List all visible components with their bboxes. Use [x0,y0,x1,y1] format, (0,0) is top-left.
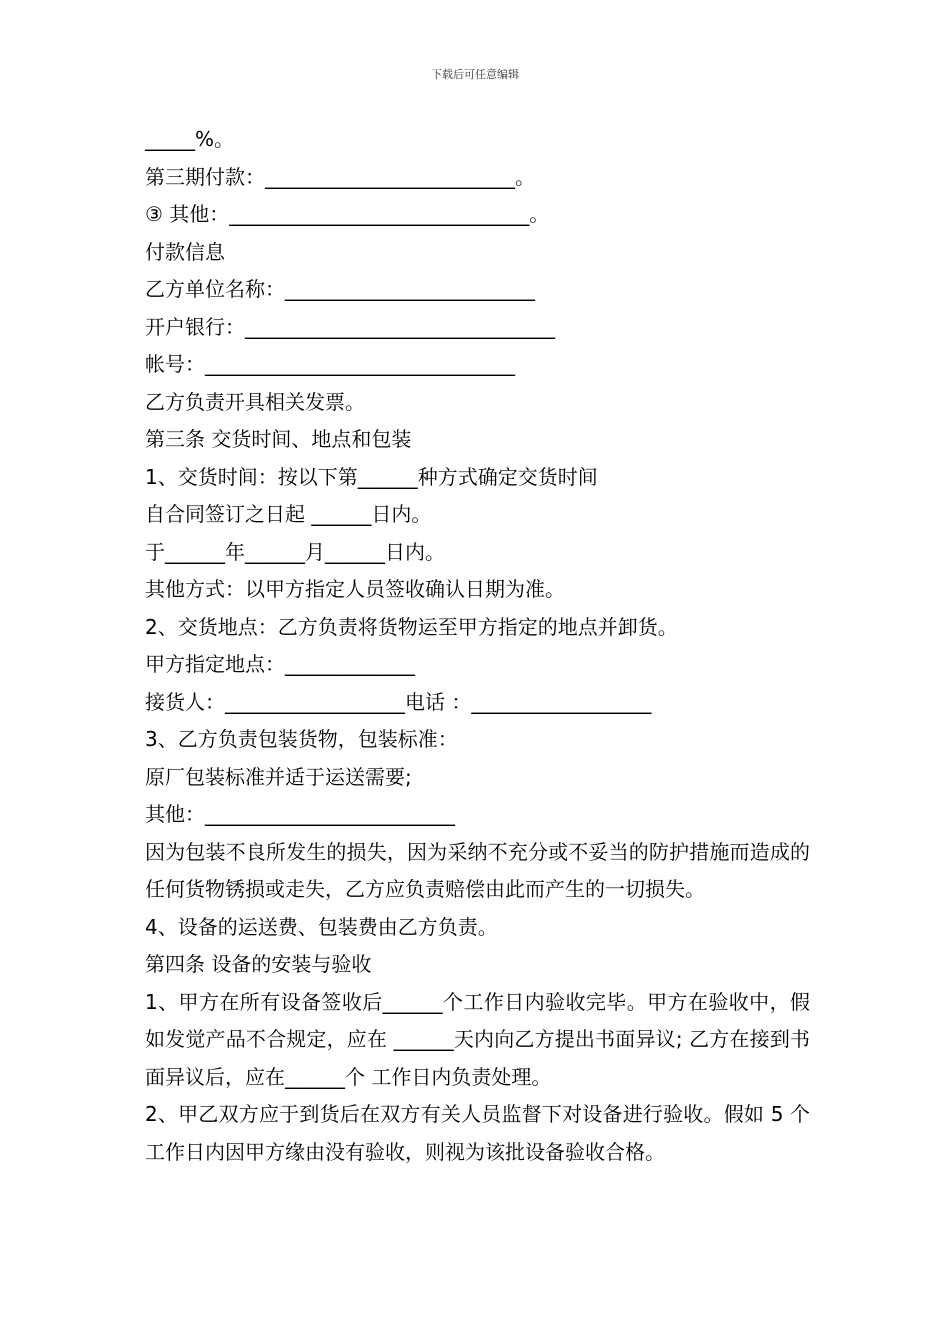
paragraph-block: 因为包装不良所发生的损失，因为采纳不充分或不妥当的防护措施而造成的任何货物锈损或走失，乙方应负责赔偿由此而产生的一切损失。 [145,839,810,901]
paragraph-line: 3、乙方负责包装货物，包装标准： [145,727,458,751]
paragraph-line: 帐号：_______________________________ [145,352,515,376]
paragraph-line: 原厂包装标准并适于运送需要; [145,764,412,789]
paragraph-line: 自合同签订之日起 ______日内。 [145,502,432,526]
paragraph-line: 4、设备的运送费、包装费由乙方负责。 [145,914,498,939]
paragraph-line: 乙方单位名称：_________________________ [145,277,535,301]
paragraph-line: 接货人：__________________电话 ：__________________ [145,689,652,714]
paragraph-line: 1、交货时间：按以下第______种方式确定交货时间 [145,464,598,489]
paragraph-line: 其他：_________________________ [145,802,455,826]
paragraph-line: 开户银行：_______________________________ [145,314,555,339]
paragraph-line: ③ 其他：______________________________。 [145,202,550,226]
section-heading: 付款信息 [145,239,225,264]
paragraph-block: 2、甲乙双方应于到货后在双方有关人员监督下对设备进行验收。假如 5 个工作日内因甲方缘由没有验收，则视为该批设备验收合格。 [145,1102,810,1164]
paragraph-line: _____%。 [145,127,235,151]
page-header-note: 下载后可任意编辑 [431,68,519,81]
paragraph-line: 于______年______月______日内。 [145,539,445,564]
paragraph-block: 1、甲方在所有设备签收后______个工作日内验收完毕。甲方在验收中，假如发觉产品不合规定，应在 ______天内向乙方提出书面异议; 乙方在接到书面异议后，应在______个 工作日内负责处理。 [145,989,810,1089]
paragraph-line: 其他方式：以甲方指定人员签收确认日期为准。 [145,577,565,601]
paragraph-line: 第三期付款：_________________________。 [145,164,535,189]
paragraph-line: 乙方负责开具相关发票。 [145,389,365,414]
paragraph-line: 2、交货地点：乙方负责将货物运至甲方指定的地点并卸货。 [145,614,678,639]
article-heading: 第四条 设备的安装与验收 [145,952,372,976]
document-body [145,121,810,1171]
article-heading: 第三条 交货时间、地点和包装 [145,427,412,451]
paragraph-line: 甲方指定地点：_____________ [145,652,415,676]
